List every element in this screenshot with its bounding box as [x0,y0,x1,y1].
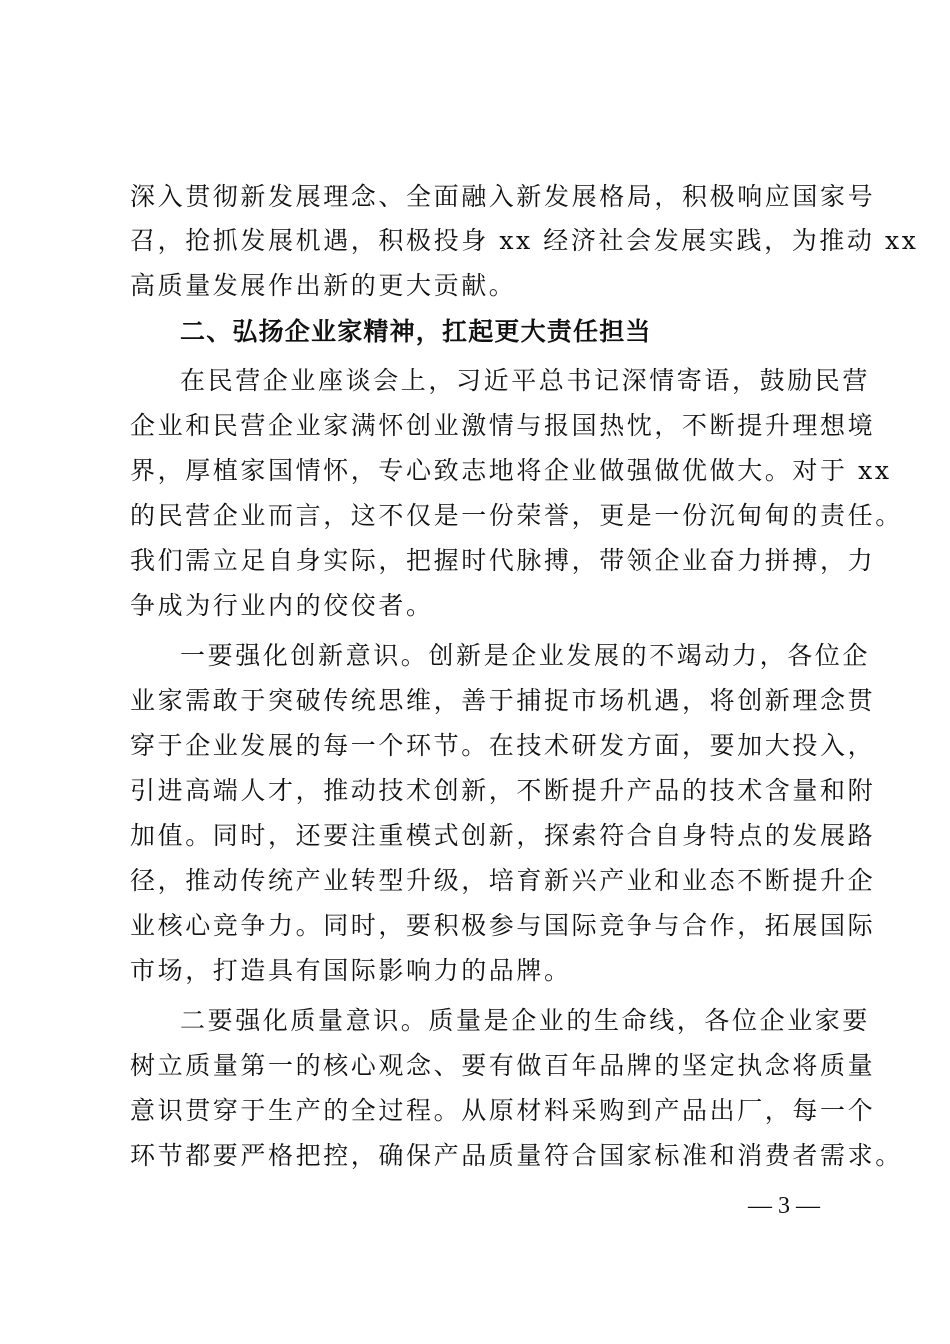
body-text-line: 深入贯彻新发展理念、全面融入新发展格局，积极响应国家号 [130,182,876,211]
body-text-line: 二要强化质量意识。质量是企业的生命线，各位企业家要 [180,1006,871,1035]
body-text-line: 界，厚植家国情怀，专心致志地将企业做强做优做大。对于 xx [130,456,892,485]
body-text-line: 争成为行业内的佼佼者。 [130,591,434,620]
body-text-line: 径，推动传统产业转型升级，培育新兴产业和业态不断提升企 [130,866,876,895]
body-text-line: 树立质量第一的核心观念、要有做百年品牌的坚定执念将质量 [130,1051,876,1080]
page-number: — 3 — [748,1193,820,1219]
body-text-line: 一要强化创新意识。创新是企业发展的不竭动力，各位企 [180,641,871,670]
body-text-line: 业核心竞争力。同时，要积极参与国际竞争与合作，拓展国际 [130,911,876,940]
body-text-line: 企业和民营企业家满怀创业激情与报国热忱，不断提升理想境 [130,411,876,440]
body-text-line: 加值。同时，还要注重模式创新，探索符合自身特点的发展路 [130,821,876,850]
body-text-line: 的民营企业而言，这不仅是一份荣誉，更是一份沉甸甸的责任。 [130,501,903,530]
body-text-line: 高质量发展作出新的更大贡献。 [130,271,517,300]
body-text-line: 在民营企业座谈会上，习近平总书记深情寄语，鼓励民营 [180,366,871,395]
body-text-line: 穿于企业发展的每一个环节。在技术研发方面，要加大投入， [130,731,876,760]
body-text-line: 召，抢抓发展机遇，积极投身 xx 经济社会发展实践，为推动 xx [130,226,919,255]
body-text-line: 市场，打造具有国际影响力的品牌。 [130,956,572,985]
body-text-line: 意识贯穿于生产的全过程。从原材料采购到产品出厂，每一个 [130,1096,876,1125]
body-text-line: 业家需敢于突破传统思维，善于捕捉市场机遇，将创新理念贯 [130,686,876,715]
body-text-line: 引进高端人才，推动技术创新，不断提升产品的技术含量和附 [130,776,876,805]
section-heading: 二、弘扬企业家精神，扛起更大责任担当 [180,317,652,346]
body-text-line: 环节都要严格把控，确保产品质量符合国家标准和消费者需求。 [130,1141,903,1170]
body-text-line: 我们需立足自身实际，把握时代脉搏，带领企业奋力拼搏，力 [130,546,876,575]
